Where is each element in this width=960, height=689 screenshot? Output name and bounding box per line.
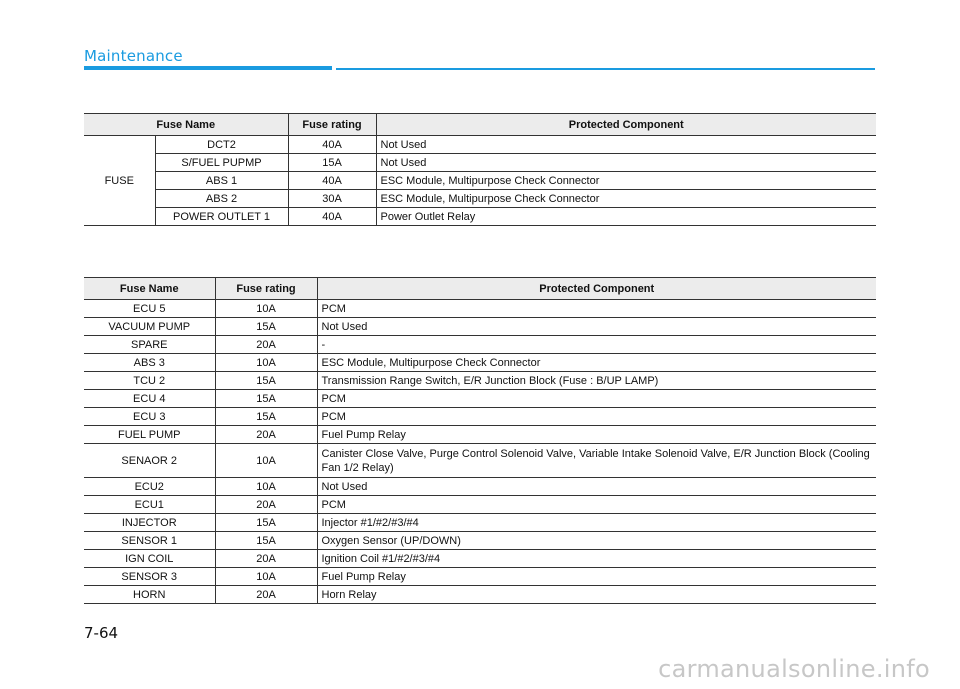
protected-component-cell: PCM [317,390,876,408]
protected-component-cell: Ignition Coil #1/#2/#3/#4 [317,550,876,568]
fuse-rating-cell: 10A [215,568,317,586]
protected-component-cell: Not Used [376,154,876,172]
fuse-rating-cell: 20A [215,426,317,444]
fuse-name-cell: DCT2 [155,136,288,154]
table-row [84,300,876,318]
column-header-fuse-name: Fuse Name [84,114,288,136]
fuse-rating-cell: 10A [215,354,317,372]
table-row [84,586,876,604]
fuse-rating-cell: 15A [215,408,317,426]
fuse-name-cell: FUEL PUMP [84,426,215,444]
fuse-rating-cell: 10A [215,478,317,496]
table-row [84,532,876,550]
table-row [84,208,876,226]
fuse-rating-cell: 40A [288,208,376,226]
protected-component-cell: PCM [317,300,876,318]
protected-component-cell: Horn Relay [317,586,876,604]
fuse-rating-cell: 40A [288,172,376,190]
fuse-name-cell: ABS 3 [84,354,215,372]
watermark: carmanualsonline.info [658,655,930,683]
table-row [84,408,876,426]
fuse-name-cell: VACUUM PUMP [84,318,215,336]
table-row [84,478,876,496]
fuse-name-cell: SPARE [84,336,215,354]
fuse-rating-cell: 20A [215,586,317,604]
protected-component-cell: Canister Close Valve, Purge Control Solenoid Valve, Variable Intake Solenoid Valve, E/R Junction Block (Cooling Fan 1/2 Relay) [317,444,876,478]
fuse-rating-cell: 10A [215,444,317,478]
fuse-rating-cell: 15A [215,390,317,408]
fuse-rating-cell: 20A [215,496,317,514]
table-row [84,372,876,390]
table-row [84,426,876,444]
column-header-fuse-rating: Fuse rating [288,114,376,136]
fuse-table-2 [84,277,876,604]
header-rule-thin [336,68,875,70]
protected-component-cell: Oxygen Sensor (UP/DOWN) [317,532,876,550]
column-header-fuse-rating: Fuse rating [215,278,317,300]
fuse-name-cell: HORN [84,586,215,604]
header-rule-thick [84,66,332,70]
column-header-protected-component: Protected Component [376,114,876,136]
table-row [84,172,876,190]
fuse-rating-cell: 40A [288,136,376,154]
column-header-fuse-name: Fuse Name [84,278,215,300]
fuse-name-cell: ECU1 [84,496,215,514]
table-row [84,390,876,408]
protected-component-cell: Power Outlet Relay [376,208,876,226]
fuse-rating-cell: 15A [215,318,317,336]
fuse-rating-cell: 30A [288,190,376,208]
fuse-name-cell: INJECTOR [84,514,215,532]
table-row [84,336,876,354]
table-row [84,514,876,532]
fuse-name-cell: ABS 2 [155,190,288,208]
fuse-rating-cell: 15A [288,154,376,172]
fuse-rating-cell: 15A [215,514,317,532]
fuse-name-cell: TCU 2 [84,372,215,390]
fuse-rating-cell: 15A [215,372,317,390]
protected-component-cell: Not Used [317,478,876,496]
protected-component-cell: PCM [317,496,876,514]
protected-component-cell: Injector #1/#2/#3/#4 [317,514,876,532]
table-row [84,354,876,372]
table-row [84,444,876,478]
table-row [84,496,876,514]
table-row [84,318,876,336]
fuse-group-label: FUSE [84,136,155,226]
fuse-name-cell: ECU 5 [84,300,215,318]
table-2-body [84,300,876,604]
protected-component-cell: Not Used [376,136,876,154]
table-row [84,154,876,172]
fuse-name-cell: ECU 3 [84,408,215,426]
page-number: 7-64 [84,624,119,642]
fuse-name-cell: SENSOR 3 [84,568,215,586]
fuse-name-cell: IGN COIL [84,550,215,568]
table-row [84,190,876,208]
protected-component-cell: - [317,336,876,354]
fuse-name-cell: ECU 4 [84,390,215,408]
protected-component-cell: Transmission Range Switch, E/R Junction Block (Fuse : B/UP LAMP) [317,372,876,390]
fuse-rating-cell: 10A [215,300,317,318]
fuse-name-cell: SENSOR 1 [84,532,215,550]
protected-component-cell: ESC Module, Multipurpose Check Connector [317,354,876,372]
table-row [84,136,876,154]
protected-component-cell: ESC Module, Multipurpose Check Connector [376,190,876,208]
fuse-name-cell: POWER OUTLET 1 [155,208,288,226]
table-row [84,568,876,586]
column-header-protected-component: Protected Component [317,278,876,300]
fuse-rating-cell: 20A [215,550,317,568]
fuse-rating-cell: 15A [215,532,317,550]
protected-component-cell: ESC Module, Multipurpose Check Connector [376,172,876,190]
fuse-name-cell: S/FUEL PUPMP [155,154,288,172]
protected-component-cell: Fuel Pump Relay [317,568,876,586]
protected-component-cell: Not Used [317,318,876,336]
fuse-rating-cell: 20A [215,336,317,354]
fuse-name-cell: SENAOR 2 [84,444,215,478]
protected-component-cell: Fuel Pump Relay [317,426,876,444]
protected-component-cell: PCM [317,408,876,426]
fuse-name-cell: ECU2 [84,478,215,496]
section-title: Maintenance [84,47,183,65]
table-row [84,550,876,568]
fuse-name-cell: ABS 1 [155,172,288,190]
fuse-table-1 [84,113,876,226]
table-1-body [84,136,876,226]
